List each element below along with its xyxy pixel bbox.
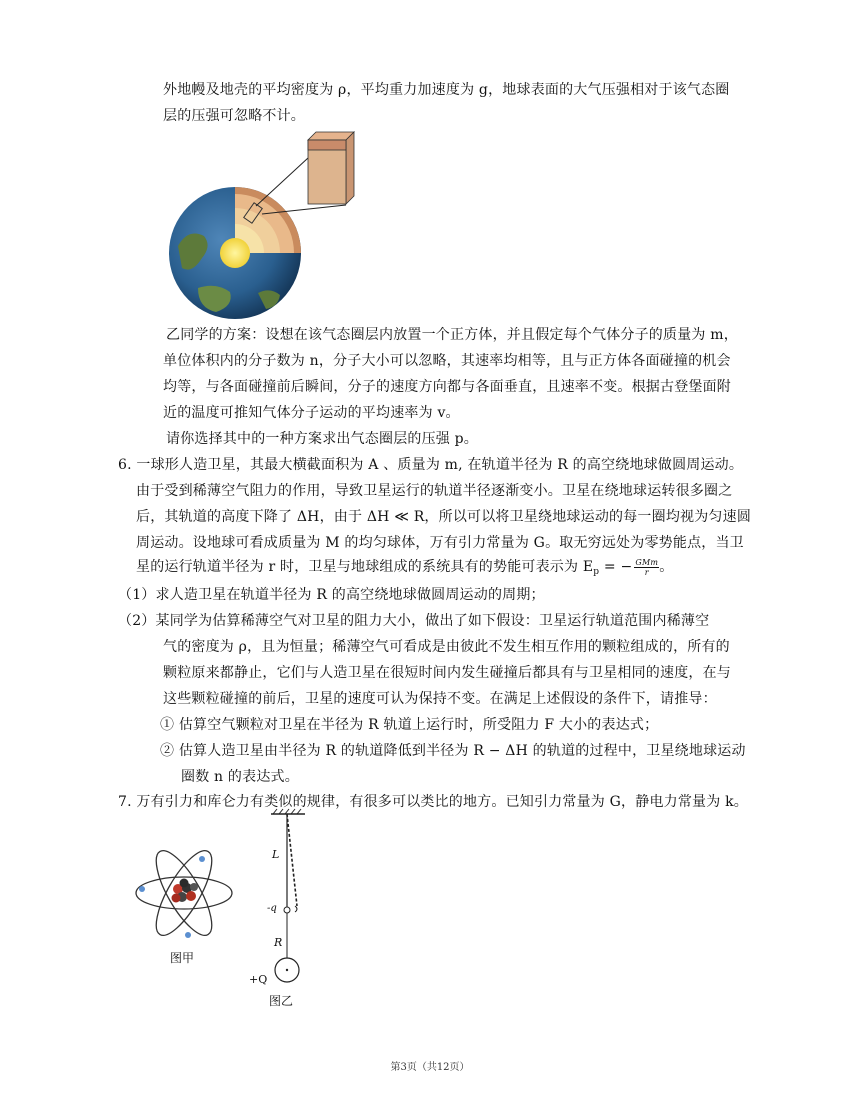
q6-sub-2-line-1: ② 估算人造卫星由半径为 R 的轨道降低到半径为 R − ΔH 的轨道的过程中，卫星绕地球运动 — [160, 743, 746, 759]
pendulum-figure — [245, 808, 325, 1008]
figure-yi-caption: 图乙 — [269, 994, 294, 1008]
q6-line-2: 由于受到稀薄空气阻力的作用，导致卫星运行的轨道半径逐渐变小。卫星在绕地球运转很多圈之 — [136, 483, 733, 499]
atom-figure — [132, 845, 242, 970]
gmm-over-r-fraction — [634, 558, 659, 577]
scheme-b-line-5: 请你选择其中的一种方案求出气态圈层的压强 p。 — [166, 431, 479, 447]
fraction-numerator: GMm — [635, 557, 659, 567]
q7-line-1: 7. 万有引力和库仑力有类似的规律，有很多可以类比的地方。已知引力常量为 G，静电力常量为 k。 — [118, 794, 748, 810]
atom-illustration — [132, 845, 242, 945]
scheme-b-line-3: 均等，与各面碰撞前后瞬间，分子的速度方向都与各面垂直，且速率不变。根据古登堡面附 — [163, 379, 731, 395]
page-footer: 第3页（共12页） — [390, 1062, 470, 1073]
potential-energy-subscript: p — [593, 567, 600, 577]
scheme-b-line-1: 乙同学的方案：设想在该气态圈层内放置一个正方体，并且假定每个气体分子的质量为 m， — [166, 327, 738, 343]
q6-line-4: 周运动。设地球可看成质量为 M 的均匀球体，万有引力常量为 G。取无穷远处为零势能点，当卫 — [136, 535, 744, 551]
q6-sub-1: ① 估算空气颗粒对卫星在半径为 R 轨道上运行时，所受阻力 F 大小的表达式； — [160, 717, 659, 733]
q6-line-3: 后，其轨道的高度下降了 ΔH，由于 ΔH ≪ R，所以可以将卫星绕地球运动的每一圈均视为匀速圆 — [136, 509, 752, 525]
scheme-b-line-2: 单位体积内的分子数为 n，分子大小可以忽略，其速率均相等，且与正方体各面碰撞的机会 — [163, 353, 731, 369]
potential-energy-equals: = − — [599, 559, 633, 575]
q6-sub-2-line-2: 圈数 n 的表达式。 — [181, 769, 299, 785]
length-label: L — [272, 848, 280, 861]
q6-part-2-line-4: 这些颗粒碰撞的前后，卫星的速度可认为保持不变。在满足上述假设的条件下，请推导： — [163, 691, 717, 707]
intro-line-1: 外地幔及地壳的平均密度为 ρ，平均重力加速度为 g，地球表面的大气压强相对于该气态圈 — [163, 82, 730, 98]
q6-part-2-line-2: 气的密度为 ρ，且为恒量；稀薄空气可看成是由彼此不发生相互作用的颗粒组成的，所有的 — [163, 639, 730, 655]
scheme-b-line-4: 近的温度可推知气体分子运动的平均速率为 v。 — [163, 405, 460, 421]
earth-cutaway-illustration — [158, 128, 358, 320]
q6-part-2-line-1: （2）某同学为估算稀薄空气对卫星的阻力大小，做出了如下假设：卫星运行轨道范围内稀薄空 — [118, 613, 710, 629]
q6-line-5 — [136, 557, 673, 582]
q6-part-2-line-3: 颗粒原来都静止，它们与人造卫星在很短时间内发生碰撞后都具有与卫星相同的速度，在与 — [163, 665, 731, 681]
radius-label: R — [274, 936, 283, 949]
q6-line-5-text: 星的运行轨道半径为 r 时，卫星与地球组成的系统具有的势能可表示为 E — [136, 559, 594, 575]
earth-layers-figure — [158, 128, 358, 320]
negative-charge-label: -q — [267, 903, 277, 914]
positive-charge-label: +Q — [249, 973, 268, 986]
q6-part-1: （1）求人造卫星在轨道半径为 R 的高空绕地球做圆周运动的周期； — [118, 587, 545, 603]
fraction-denominator: r — [644, 567, 649, 577]
q6-line-1: 6. 一球形人造卫星，其最大横截面积为 A 、质量为 m, 在轨道半径为 R 的高空绕地球做圆周运动。 — [118, 457, 744, 473]
q6-line-5-end: 。 — [659, 559, 674, 575]
intro-line-2: 层的压强可忽略不计。 — [163, 108, 305, 124]
figure-jia-caption: 图甲 — [170, 951, 195, 965]
